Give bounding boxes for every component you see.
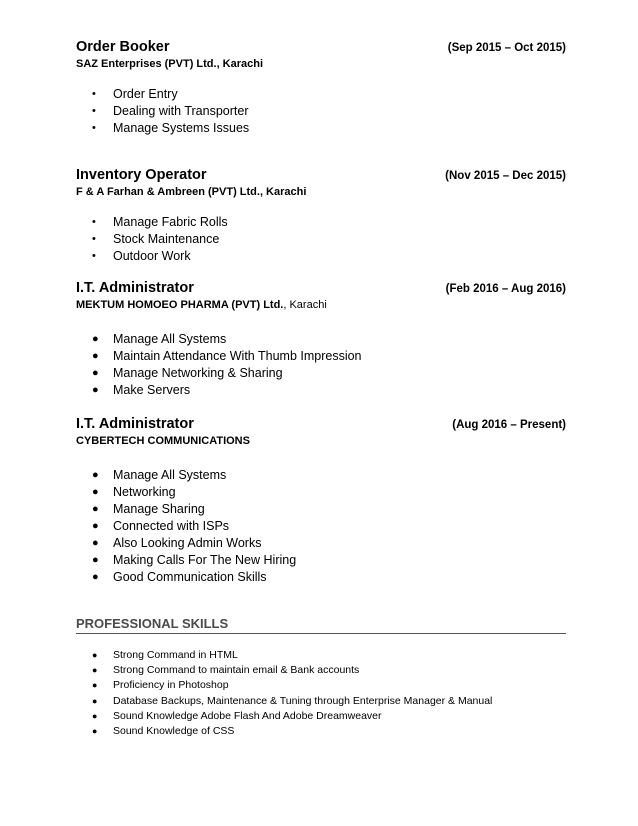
list-item	[92, 663, 492, 678]
list-item	[92, 103, 249, 120]
job-entry-order-booker	[76, 39, 566, 70]
job-title: I.T. Administrator	[76, 280, 194, 296]
list-item	[92, 569, 296, 586]
bullet-icon: •	[92, 216, 96, 228]
list-item	[92, 678, 492, 693]
company-name	[76, 435, 566, 447]
company-name	[76, 186, 566, 198]
list-item	[92, 724, 492, 739]
company-label: MEKTUM HOMOEO PHARMA (PVT) Ltd.	[76, 299, 284, 311]
skill-text: Strong Command to maintain email & Bank accounts	[113, 664, 360, 677]
list-item	[92, 231, 228, 248]
job-dates: (Feb 2016 – Aug 2016)	[445, 283, 566, 295]
duty-text: Networking	[113, 485, 176, 499]
bullet-icon: ●	[92, 571, 99, 583]
bullet-icon: ●	[92, 710, 98, 721]
duties-list	[92, 331, 362, 399]
list-item	[92, 648, 492, 663]
job-title: Inventory Operator	[76, 167, 207, 183]
duty-text: Order Entry	[113, 87, 178, 101]
bullet-icon: •	[92, 250, 96, 262]
list-item	[92, 348, 362, 365]
duty-text: Also Looking Admin Works	[113, 536, 262, 550]
job-title: I.T. Administrator	[76, 416, 194, 432]
list-item	[92, 120, 249, 137]
section-title-professional-skills: PROFESSIONAL SKILLS	[76, 616, 229, 631]
job-title: Order Booker	[76, 39, 170, 55]
duty-text: Manage Networking & Sharing	[113, 366, 283, 380]
bullet-icon: ●	[92, 486, 99, 498]
duty-text: Connected with ISPs	[113, 519, 230, 533]
company-name	[76, 299, 566, 311]
list-item	[92, 694, 492, 709]
list-item	[92, 214, 228, 231]
skills-list	[92, 648, 492, 739]
duty-text: Dealing with Transporter	[113, 104, 249, 118]
bullet-icon: ●	[92, 350, 99, 362]
job-dates: (Aug 2016 – Present)	[452, 419, 566, 431]
duty-text: Stock Maintenance	[113, 232, 220, 246]
job-entry-it-admin-mektum	[76, 280, 566, 311]
bullet-icon: •	[92, 88, 96, 100]
company-label: SAZ Enterprises (PVT) Ltd., Karachi	[76, 58, 264, 70]
job-dates: (Sep 2015 – Oct 2015)	[447, 42, 566, 54]
job-header	[76, 167, 566, 183]
list-item	[92, 467, 296, 484]
company-label: CYBERTECH COMMUNICATIONS	[76, 435, 250, 447]
bullet-icon: •	[92, 233, 96, 245]
list-item	[92, 365, 362, 382]
duty-text: Manage Systems Issues	[113, 121, 250, 135]
bullet-icon: ●	[92, 384, 99, 396]
skill-text: Database Backups, Maintenance & Tuning through Enterprise Manager & Manual	[113, 694, 493, 707]
skill-text: Sound Knowledge Adobe Flash And Adobe Dreamweaver	[113, 709, 382, 722]
duty-text: Manage Sharing	[113, 502, 205, 516]
skill-text: Sound Knowledge of CSS	[113, 724, 235, 737]
bullet-icon: ●	[92, 520, 99, 532]
list-item	[92, 501, 296, 518]
bullet-icon: ●	[92, 469, 99, 481]
duties-list	[92, 86, 249, 137]
skill-text: Strong Command in HTML	[113, 649, 238, 661]
company-name	[76, 58, 566, 70]
bullet-icon: ●	[92, 333, 99, 345]
list-item	[92, 248, 228, 265]
bullet-icon: ●	[92, 680, 98, 691]
duties-list	[92, 214, 228, 265]
list-item	[92, 331, 362, 348]
list-item	[92, 518, 296, 535]
duty-text: Good Communication Skills	[113, 570, 267, 584]
duty-text: Maintain Attendance With Thumb Impression	[113, 349, 362, 363]
bullet-icon: ●	[92, 367, 99, 379]
bullet-icon: ●	[92, 537, 99, 549]
list-item	[92, 709, 492, 724]
list-item	[92, 552, 296, 569]
bullet-icon: ●	[92, 665, 98, 676]
duty-text: Manage All Systems	[113, 332, 227, 346]
list-item	[92, 535, 296, 552]
bullet-icon: ●	[92, 650, 98, 660]
duties-list	[92, 467, 296, 586]
bullet-icon: •	[92, 105, 96, 117]
bullet-icon: ●	[92, 503, 99, 515]
duty-text: Outdoor Work	[113, 249, 191, 263]
job-dates: (Nov 2015 – Dec 2015)	[445, 170, 566, 182]
job-header	[76, 416, 566, 432]
bullet-icon: •	[92, 122, 96, 134]
duty-text: Manage All Systems	[113, 468, 227, 482]
list-item	[92, 484, 296, 501]
bullet-icon: ●	[92, 554, 99, 566]
bullet-icon: ●	[92, 695, 98, 706]
job-header	[76, 280, 566, 296]
company-place: , Karachi	[283, 299, 327, 311]
duty-text: Making Calls For The New Hiring	[113, 553, 297, 567]
list-item	[92, 382, 362, 399]
job-header	[76, 39, 566, 55]
section-divider	[76, 633, 566, 634]
duty-text: Manage Fabric Rolls	[113, 215, 228, 229]
company-label: F & A Farhan & Ambreen (PVT) Ltd., Karachi	[76, 186, 307, 198]
job-entry-it-admin-cybertech	[76, 416, 566, 447]
duty-text: Make Servers	[113, 383, 191, 397]
list-item	[92, 86, 249, 103]
skill-text: Proficiency in Photoshop	[113, 679, 229, 692]
job-entry-inventory-operator	[76, 167, 566, 198]
bullet-icon: ●	[92, 725, 98, 736]
